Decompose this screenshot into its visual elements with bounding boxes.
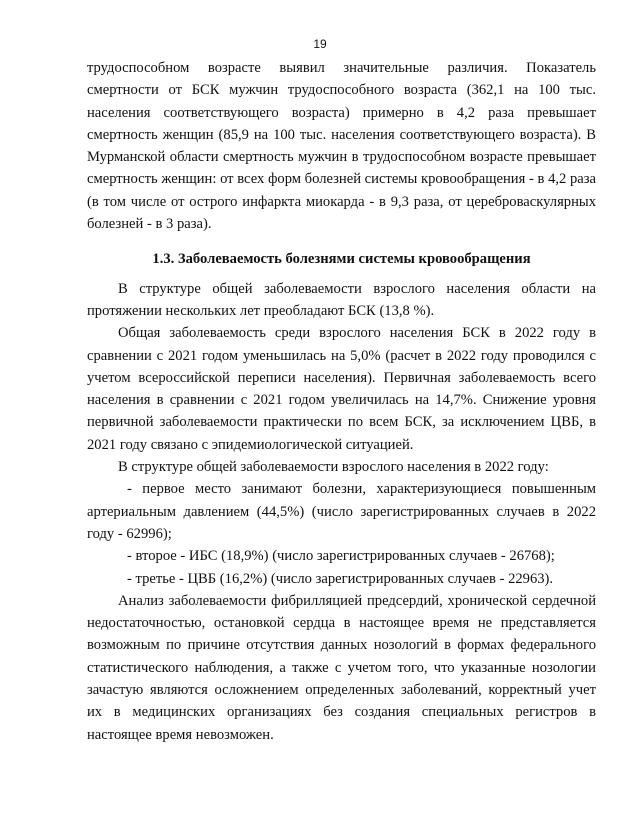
list-item: - первое место занимают болезни, характеризующиеся повышенным артериальным давлением (44,5%) (число зарегистрированных случаев в 2022 году - 62996); bbox=[87, 481, 596, 542]
list-item: - второе - ИБС (18,9%) (число зарегистрированных случаев - 26768); bbox=[127, 548, 555, 565]
list-item: - третье - ЦВБ (16,2%) (число зарегистрированных случаев - 22963). bbox=[127, 570, 554, 587]
paragraph: Общая заболеваемость среди взрослого населения БСК в 2022 году в сравнении с 2021 годом уменьшилась на 5,0% (расчет в 2022 году проводился с учетом всероссийской переписи населения). Первичная заболеваемость всего населения в сравнении с 2021 годом увеличилась на 14,7%. Снижение уровня первичной заболеваемости практически по всем БСК, за исключением ЦВБ, в 2021 году связано с эпидемиологической ситуацией. bbox=[87, 325, 596, 453]
paragraph-continuation: трудоспособном возрасте выявил значительные различия. Показатель смертности от БСК мужчин трудоспособного возраста (362,1 на 100 тыс. населения соответствующего возраста) примерно в 4,2 раза превышает смертность женщин (85,9 на 100 тыс. населения соответствующего возраста). В Мурманской области смертность мужчин в трудоспособном возрасте превышает смертность женщин: от всех форм болезней системы кровообращения - в 4,2 раза (в том числе от острого инфаркта миокарда - в 9,3 раза, от цереброваскулярных болезней - в 3 раза). bbox=[87, 60, 596, 233]
page-number: 19 bbox=[313, 37, 327, 51]
paragraph: Анализ заболеваемости фибрилляцией предсердий, хронической сердечной недостаточностью, остановкой сердца в настоящее время не представляется возможным по причине отсутствия данных нозологий в формах федерального статистического наблюдения, а также с учетом того, что указанные нозологии зачастую являются осложнением определенных заболеваний, корректный учет их в медицинских организациях без создания специальных регистров в настоящее время невозможен. bbox=[87, 592, 596, 743]
document-body bbox=[87, 57, 596, 746]
paragraph: В структуре общей заболеваемости взрослого населения в 2022 году: bbox=[118, 459, 549, 476]
section-heading: 1.3. Заболеваемость болезнями системы кровообращения bbox=[152, 251, 531, 268]
paragraph: В структуре общей заболеваемости взрослого населения области на протяжении нескольких лет преобладают БСК (13,8 %). bbox=[87, 280, 596, 319]
